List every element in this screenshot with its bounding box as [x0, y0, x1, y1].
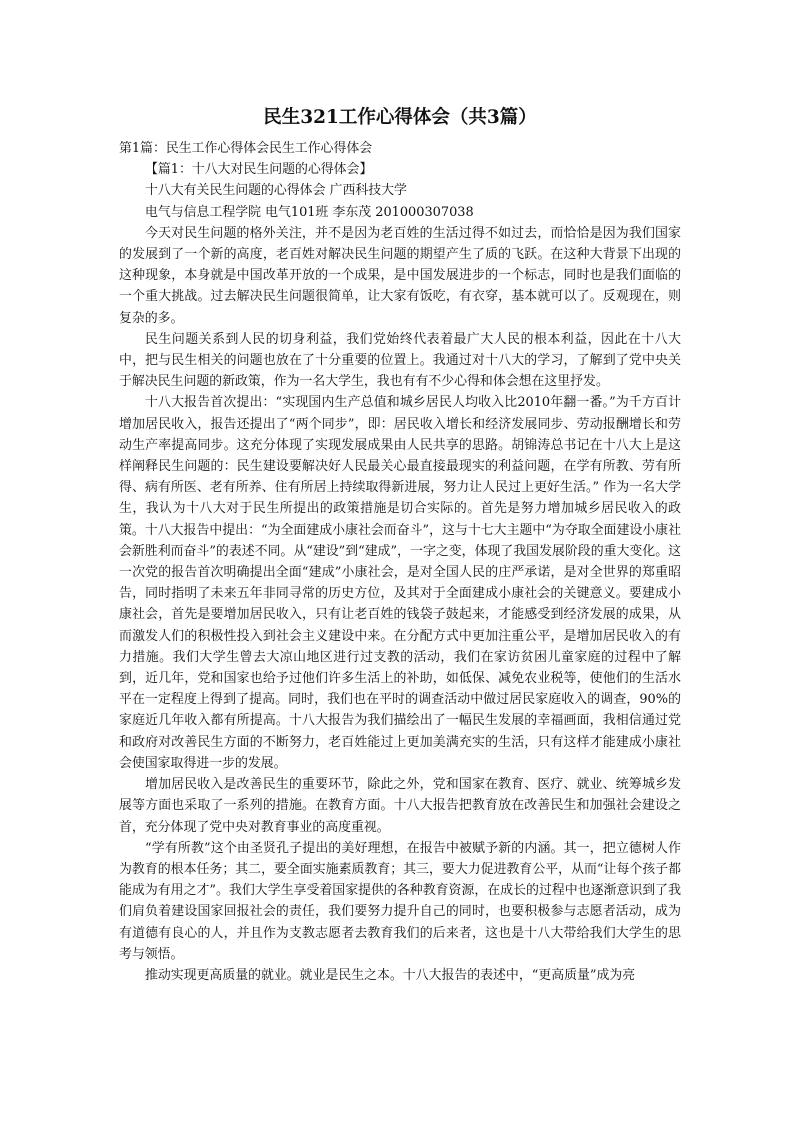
document-title: 民生321工作心得体会（共3篇） — [263, 107, 537, 128]
body-paragraph: 增加居民收入是改善民生的重要环节，除此之外，党和国家在教育、医疗、就业、统筹城乡发展等方面也采取了一系列的措施。在教育方面。十八大报告把教育放在改善民生和加强社会建设之首，充分体现了党中央对教育事业的高度重视。 — [119, 777, 681, 835]
body-paragraph: 今天对民生问题的格外关注，并不是因为老百姓的生活过得不如过去，而恰恰是因为我们国家的发展到了一个新的高度，老百姓对解决民生问题的期望产生了质的飞跃。在这种大背景下出现的这种现象，本身就是中国改革开放的一个成果，是中国发展进步的一个标志，同时也是我们面临的一个重大挑战。过去解决民生问题很简单，让大家有饭吃，有衣穿，基本就可以了。反观现在，则复杂的多。 — [119, 225, 681, 326]
document-page — [119, 104, 681, 986]
subtitle-line: 十八大有关民生问题的心得体会 广西科技大学 — [145, 183, 407, 199]
body-paragraph: “学有所教”这个由圣贤孔子提出的美好理想，在报告中被赋予新的内涵。其一，把立德树人作为教育的根本任务；其二，要全面实施素质教育；其三，要大力促进教育公平，从而“让每个孩子都能成为有用之才”。我们大学生享受着国家提供的各种教育资源，在成长的过程中也逐渐意识到了我们肩负着建设国家回报社会的责任，我们要努力提升自己的同时，也要积极参与志愿者活动，成为有道德有良心的人，并且作为支教志愿者去教育我们的后来者，这也是十八大带给我们大学生的思考与领悟。 — [119, 840, 681, 962]
body-paragraph: 推动实现更高质量的就业。就业是民生之本。十八大报告的表述中，“更高质量”成为亮 — [145, 967, 636, 983]
part-heading: 第1篇：民生工作心得体会民生工作心得体会 — [119, 141, 373, 156]
author-line: 电气与信息工程学院 电气101班 李东茂 201000307038 — [145, 204, 474, 220]
section-heading: 【篇1：十八大对民生问题的心得体会】 — [145, 162, 373, 178]
body-paragraph: 十八大报告首次提出：“实现国内生产总值和城乡居民人均收入比2010年翻一番。”为千方百计增加居民收入，报告还提出了“两个同步”，即：居民收入增长和经济发展同步、劳动报酬增长和劳动生产率提高同步。这充分体现了实现发展成果由人民共享的思路。胡锦涛总书记在十八大上是这样阐释民生问题的：民生建设要解决好人民最关心最直接最现实的利益问题，在学有所教、劳有所得、病有所医、老有所养、住有所居上持续取得新进展，努力让人民过上更好生活。” 作为一名大学生，我认为十八大对于民生所提出的政策措施是切合实际的。首先是努力增加城乡居民收入的政策。十八大报告中提出：“为全面建成小康社会而奋斗”，这与十七大主题中“为夺取全面建设小康社会新胜利而奋斗”的表述不同。从“建设”到“建成”，一字之变，体现了我国发展阶段的重大变化。这一次党的报告首次明确提出全面“建成”小康社会，是对全国人民的庄严承诺，是对全世界的郑重昭告，同时指明了未来五年非同寻常的历史方位，及其对于全面建成小康社会的关键意义。要建成小康社会，首先是要增加居民收入，只有让老百姓的钱袋子鼓起来，才能感受到经济发展的成果，从而激发人们的积极性投入到社会主义建设中来。在分配方式中更加注重公平，是增加居民收入的有力措施。我们大学生曾去大凉山地区进行过支教的活动，我们在家访贫困儿童家庭的过程中了解到，近几年，党和国家也给予过他们许多生活上的补助，如低保、减免农业税等，使他们的生活水平在一定程度上得到了提高。同时，我们也在平时的调查活动中做过居民家庭收入的调查，90%的家庭近几年收入都有所提高。十八大报告为我们描绘出了一幅民生发展的幸福画面，我相信通过党和政府对改善民生方面的不断努力，老百姓能过上更加美满充实的生活，只有这样才能建成小康社会使国家取得进一步的发展。 — [119, 395, 681, 771]
body-paragraph: 民生问题关系到人民的切身利益，我们党始终代表着最广大人民的根本利益，因此在十八大中，把与民生相关的问题也放在了十分重要的位置上。我通过对十八大的学习，了解到了党中央关于解决民生问题的新政策，作为一名大学生，我也有有不少心得和体会想在这里抒发。 — [119, 331, 681, 390]
